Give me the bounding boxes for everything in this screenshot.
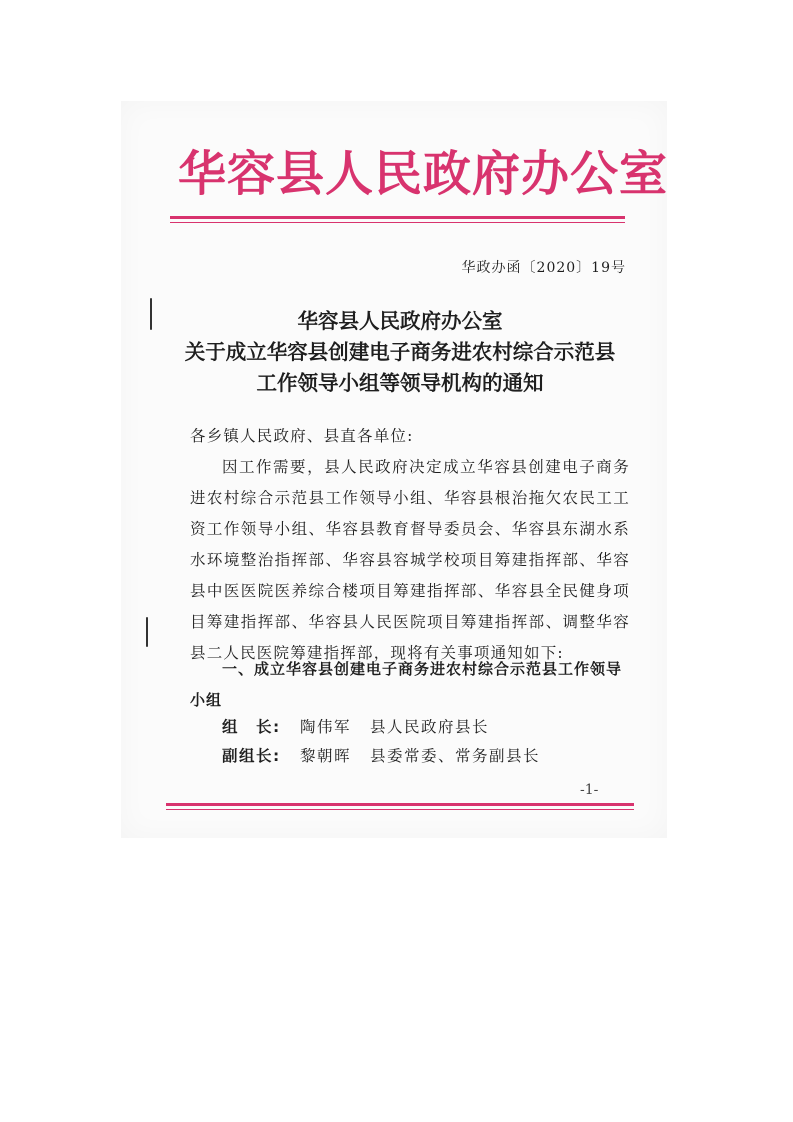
page-number: -1-	[580, 782, 599, 798]
addressee: 各乡镇人民政府、县直各单位:	[190, 427, 414, 445]
member-name: 黎朝晖	[300, 747, 352, 765]
member-role: 组 长:	[222, 718, 281, 736]
member-row-deputy	[222, 744, 540, 768]
member-row-leader	[222, 715, 489, 739]
issuing-office-header: 华容县人民政府办公室	[178, 146, 669, 202]
notice-title-line-3: 工作领导小组等领导机构的通知	[256, 371, 544, 395]
member-name: 陶伟军	[300, 718, 352, 736]
header-red-rule	[170, 216, 625, 219]
notice-title-line-1: 华容县人民政府办公室	[297, 309, 503, 333]
left-margin-mark-bottom	[146, 617, 148, 647]
header-red-rule-thin	[170, 222, 625, 223]
left-margin-mark-top	[150, 298, 152, 330]
footer-red-rule	[166, 803, 634, 806]
member-role: 副组长:	[222, 747, 281, 765]
footer-red-rule-thin	[166, 809, 634, 810]
body-paragraph: 因工作需要，县人民政府决定成立华容县创建电子商务进农村综合示范县工作领导小组、华容县根治拖欠农民工工资工作领导小组、华容县教育督导委员会、华容县东湖水系水环境整治指挥部、华容县容城学校项目筹建指挥部、华容县中医医院医养综合楼项目筹建指挥部、华容县全民健身项目筹建指挥部、华容县人民医院项目筹建指挥部、调整华容县二人民医院筹建指挥部，现将有关事项通知如下:	[190, 458, 630, 662]
notice-title-line-2: 关于成立华容县创建电子商务进农村综合示范县	[184, 340, 616, 364]
document-number: 华政办函〔2020〕19号	[461, 260, 626, 276]
notice-title	[180, 306, 620, 399]
member-title: 县人民政府县长	[370, 718, 490, 736]
member-title: 县委常委、常务副县长	[370, 747, 541, 765]
section-heading: 一、成立华容县创建电子商务进农村综合示范县工作领导小组	[190, 660, 623, 709]
